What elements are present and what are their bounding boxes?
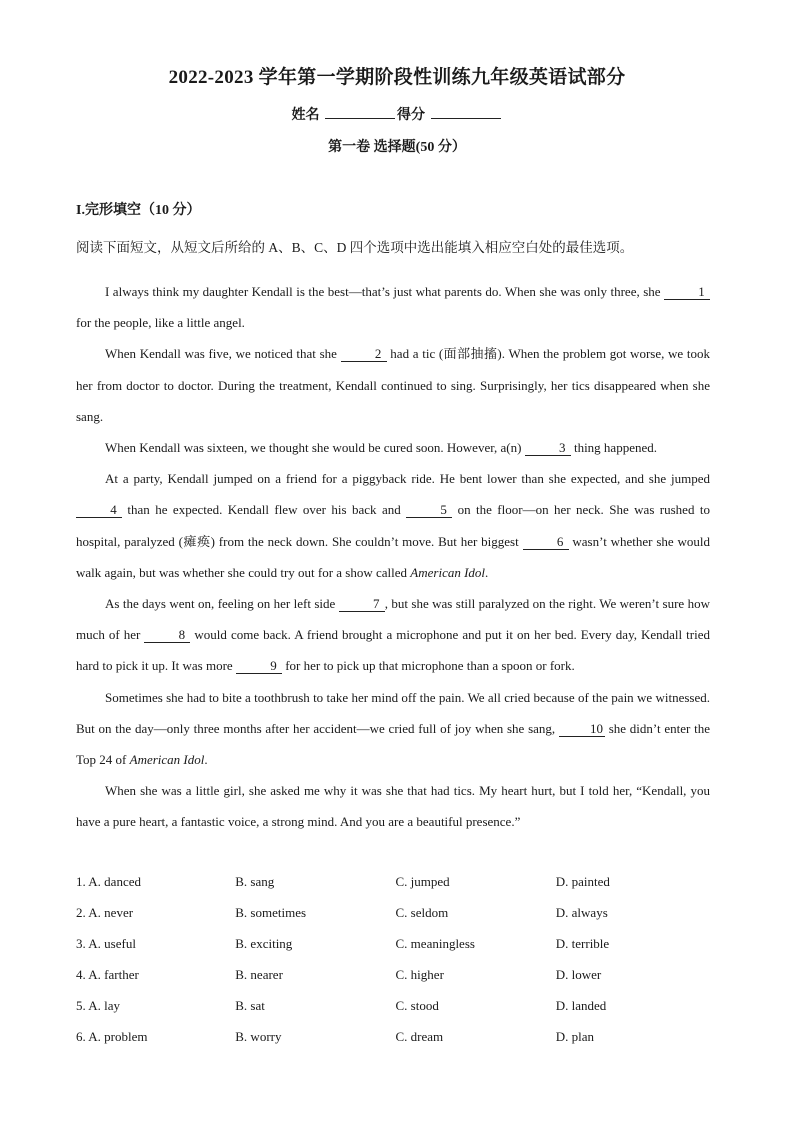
paragraph-6: Sometimes she had to bite a toothbrush to take her mind off the pain. We all cried because of the pain we witnessed. But on the day—only three months after her accident—we cried full of joy when she sang, 10 she didn’t enter the Top 24 of American Idol. [76,689,710,768]
name-label: 姓名 [291,108,320,123]
score-label: 得分 [397,108,425,123]
blank-7: 7 [339,596,385,612]
blank-8: 8 [144,627,190,643]
option-d: D. plan [555,1029,595,1045]
question-row [76,866,716,897]
option-d: D. landed [555,997,607,1013]
page-title: 2022-2023 学年第一学期阶段性训练九年级英语试部分 [168,67,626,88]
option-d: D. always [555,904,608,920]
paragraph-2: When Kendall was five, we noticed that she 2 had a tic (面部抽搐). When the problem got worse, we took her from doctor to doctor. During the treatment, Kendall continued to sing. Surprisingly, her tics disappeared when she sang. [76,346,710,424]
cloze-passage [76,276,710,838]
paragraph-5: As the days went on, feeling on her left side 7 , but she was still paralyzed on the right. We weren’t sure how much of her 8 would come back. A friend brought a microphone and put it on her bed. Every day, Kendall tried hard to pick it up. It was more 9 for her to pick up that microphone than a spoon or fork. [76,596,711,674]
blank-5: 5 [406,502,452,518]
blank-9: 9 [236,658,282,674]
paragraph-4: At a party, Kendall jumped on a friend for a piggyback ride. He bent lower than she expected, and she jumped 4 than he expected. Kendall flew over his back and 5 on the floor—on her neck. She was rushed to hospital, paralyzed (瘫痪) from the neck down. She couldn’t move. But her biggest 6 wasn’t whether she would walk again, but was whether she could try out for a show called American Idol. [76,471,710,580]
option-b: B. worry [235,1029,282,1045]
option-b: B. exciting [235,935,293,951]
option-d: D. painted [555,873,610,889]
question-row [76,1021,716,1052]
option-d: D. terrible [555,935,610,951]
option-d: D. lower [555,966,602,982]
option-c: C. stood [395,997,439,1013]
question-row [76,928,716,959]
question-options [76,866,716,1053]
question-row [76,897,716,928]
option-b: B. sat [235,997,265,1013]
option-a: 3. A. useful [76,935,136,951]
section-heading: I.完形填空（10 分） [76,203,201,218]
question-row [76,959,716,990]
paragraph-7: When she was a little girl, she asked me why it was she that had tics. My heart hurt, but I told her, “Kendall, you have a pure heart, a fantastic voice, a strong mind. And you are a beautiful presence.” [76,783,710,830]
paragraph-1: I always think my daughter Kendall is the best—that’s just what parents do. When she was only three, she 1 for the people, like a little angel. [76,276,710,338]
volume-heading: 第一卷 选择题(50 分） [328,140,466,155]
option-a: 5. A. lay [76,997,121,1013]
option-a: 4. A. farther [76,966,139,982]
option-c: C. higher [395,966,444,982]
option-c: C. meaningless [395,935,475,951]
option-c: C. seldom [395,904,449,920]
name-field[interactable] [325,104,395,119]
score-field[interactable] [431,104,501,119]
blank-1: 1 [664,284,710,300]
blank-3: 3 [525,440,571,456]
show-title: American Idol [410,564,486,580]
name-score-line [0,104,794,124]
option-a: 1. A. danced [76,873,141,889]
option-a: 2. A. never [76,904,134,920]
blank-2: 2 [341,346,387,362]
option-b: B. sang [235,873,275,889]
option-b: B. nearer [235,966,283,982]
blank-6: 6 [523,534,569,550]
paragraph-3: When Kendall was sixteen, we thought she would be cured soon. However, a(n) 3 thing happened. [105,440,657,456]
blank-10: 10 [559,721,605,737]
option-c: C. jumped [395,873,450,889]
option-b: B. sometimes [235,904,307,920]
blank-4: 4 [76,502,122,518]
question-row [76,990,716,1021]
option-a: 6. A. problem [76,1029,148,1045]
section-instruction: 阅读下面短文，从短文后所给的 A、B、C、D 四个选项中选出能填入相应空白处的最佳选项。 [76,240,634,255]
show-title: American Idol [129,752,205,768]
option-c: C. dream [395,1029,444,1045]
